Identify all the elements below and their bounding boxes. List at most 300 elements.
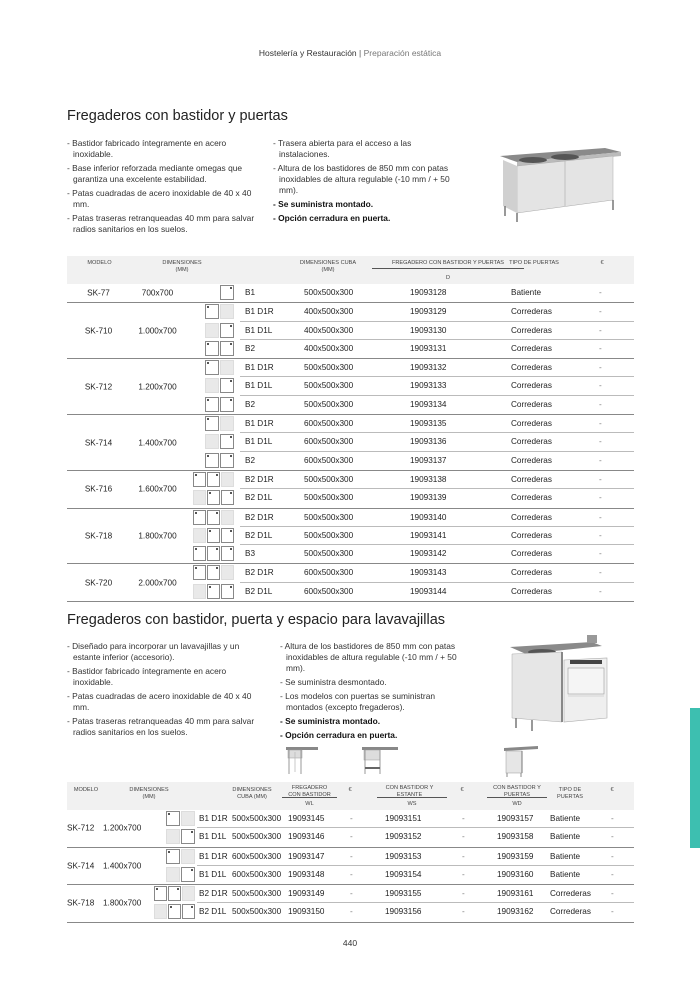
door-type: Correderas <box>511 399 552 409</box>
th-ws-line1: CON BASTIDOR Y <box>385 785 434 791</box>
config-code: B2 D1L <box>245 586 273 596</box>
bullet: - Bastidor fabricado íntegramente en acero inoxidable. <box>67 138 227 159</box>
config-code: B1 D1R <box>199 851 228 861</box>
basin-cell <box>220 378 234 393</box>
config-code: B2 D1L <box>245 530 273 540</box>
reference-number: 19093136 <box>410 437 447 447</box>
table-row <box>197 903 634 921</box>
th-cuba <box>297 260 359 273</box>
drainer-cell <box>166 829 180 844</box>
door-type: Correderas <box>550 889 591 899</box>
basin-cell <box>205 341 219 356</box>
tap-icon <box>230 436 232 438</box>
table-row <box>197 866 634 884</box>
price-wd: - <box>611 889 614 899</box>
model-cell: SK-720 <box>84 578 113 588</box>
th-tipo <box>550 787 590 800</box>
table-row <box>240 583 634 601</box>
model-cell: SK-712 <box>67 823 95 833</box>
sink-config-b1-icon <box>192 285 234 300</box>
sink-config-b1d1l-icon <box>153 867 195 882</box>
bullet: - Base inferior reforzada mediante omegas que garantiza una excelente estabilidad. <box>67 163 243 184</box>
tap-icon <box>230 530 232 532</box>
section2-title: Fregaderos con bastidor, puerta y espacio para lavavajillas <box>67 612 446 628</box>
table-row <box>197 885 634 903</box>
reference-number: 19093129 <box>410 307 447 317</box>
th-wl-code: WL <box>305 801 314 807</box>
price: - <box>599 530 602 540</box>
model-group <box>67 848 634 886</box>
basin-cell <box>205 416 219 431</box>
bullet: - Altura de los bastidores de 850 mm con patas inoxidables de altura regulable (-10 mm / + 50 mm). <box>273 163 450 195</box>
th-modelo: MODELO <box>73 787 99 793</box>
tap-icon <box>230 455 232 457</box>
basin-cell <box>168 904 181 919</box>
door-type: Correderas <box>550 907 591 917</box>
price-ws: - <box>462 814 465 823</box>
price: - <box>599 549 602 559</box>
section1-bullets-left <box>67 138 262 238</box>
table-row <box>197 828 634 846</box>
sink-config-b1d1l-icon <box>192 323 234 338</box>
price: - <box>599 568 602 578</box>
reference-number: 19093130 <box>410 325 447 335</box>
th-ws-code: WS <box>407 801 417 807</box>
basin-cell <box>205 304 219 319</box>
tap-icon <box>195 567 197 569</box>
dimensions-cell: 1.600x700 <box>138 484 177 494</box>
door-type: Correderas <box>511 419 552 429</box>
tap-icon <box>168 813 170 815</box>
model-group <box>67 284 634 303</box>
door-type: Correderas <box>511 343 552 353</box>
price: - <box>599 493 602 503</box>
basin-dimensions: 600x500x300 <box>304 568 354 578</box>
door-type: Correderas <box>511 381 552 391</box>
reference-number: 19093144 <box>410 586 447 596</box>
sink-config-b2d1l-icon <box>192 528 234 543</box>
basin-dimensions: 500x500x300 <box>232 907 282 917</box>
dimensions-cell: 700x700 <box>141 288 174 298</box>
header-underline <box>372 268 524 269</box>
drainer-cell <box>220 360 234 375</box>
price: - <box>599 586 602 596</box>
tap-icon <box>195 548 197 550</box>
price-ws: - <box>462 889 465 899</box>
reference-wd: 19093160 <box>497 869 534 879</box>
tap-icon <box>230 399 232 401</box>
table-row <box>197 810 634 828</box>
drainer-cell <box>205 434 219 449</box>
basin-dimensions: 400x500x300 <box>304 325 354 335</box>
sink-config-b2d1l-icon <box>192 584 234 599</box>
tap-icon <box>168 851 170 853</box>
th-dimensiones-unit: (MM) <box>142 793 156 800</box>
basin-dimensions: 600x500x300 <box>304 586 354 596</box>
table-body <box>67 284 634 602</box>
config-code: B2 D1L <box>199 907 227 917</box>
dimensions-cell: 1.200x700 <box>103 823 142 833</box>
price: - <box>599 455 602 465</box>
reference-ws: 19093151 <box>385 814 422 823</box>
table-row <box>240 322 634 340</box>
drainer-cell <box>193 528 206 543</box>
tap-icon <box>216 548 218 550</box>
basin-cell <box>166 811 180 826</box>
tap-icon <box>216 567 218 569</box>
sink-config-b2d1r-icon <box>192 565 234 580</box>
sink-dishwasher-space-photo <box>502 632 622 732</box>
config-code: B1 D1L <box>245 437 273 447</box>
tap-icon <box>230 492 232 494</box>
basin-cell <box>207 490 220 505</box>
th-ws-line2: ESTANTE <box>396 791 423 798</box>
drainer-cell <box>193 584 206 599</box>
sink-config-b2d1r-icon <box>192 472 234 487</box>
bullet: - Bastidor fabricado íntegramente en acero inoxidable. <box>67 666 227 687</box>
basin-cell <box>220 434 234 449</box>
table-row <box>240 564 634 582</box>
th-cuba-label: DIMENSIONES CUBA <box>299 260 357 266</box>
reference-wl: 19093146 <box>288 832 325 842</box>
price: - <box>599 343 602 353</box>
tap-icon <box>209 586 211 588</box>
price-wd: - <box>611 851 614 861</box>
basin-dimensions: 500x500x300 <box>232 832 282 842</box>
tap-icon <box>156 888 158 890</box>
drainer-cell <box>221 510 234 525</box>
reference-wd: 19093159 <box>497 851 534 861</box>
table-row <box>240 545 634 563</box>
header-underline <box>282 797 337 798</box>
drainer-cell <box>181 811 195 826</box>
th-dimensiones-unit: (MM) <box>175 266 189 273</box>
basin-cell <box>154 886 167 901</box>
sink-config-b2d1l-icon <box>153 904 195 919</box>
dimensions-cell: 1.800x700 <box>138 531 177 541</box>
door-type: Correderas <box>511 530 552 540</box>
basin-cell <box>193 565 206 580</box>
door-type: Correderas <box>511 307 552 317</box>
reference-number: 19093131 <box>410 343 447 353</box>
basin-cell <box>207 510 220 525</box>
price: - <box>599 512 602 522</box>
drainer-cell <box>220 416 234 431</box>
basin-cell <box>207 565 220 580</box>
model-group <box>67 415 634 471</box>
th-dimensiones-label: DIMENSIONES <box>129 787 169 793</box>
tap-icon <box>170 906 172 908</box>
basin-cell <box>205 397 219 412</box>
config-code: B1 D1R <box>245 419 274 429</box>
door-type: Batiente <box>550 814 581 823</box>
reference-wl: 19093148 <box>288 869 325 879</box>
th-fregadero: FREGADERO CON BASTIDOR Y PUERTAS <box>391 260 505 266</box>
header-subcategory: Preparación estática <box>363 48 442 58</box>
tap-icon <box>207 455 209 457</box>
tap-icon <box>230 287 232 289</box>
table-row <box>240 359 634 377</box>
sink-frame-shelf-photo <box>360 744 400 776</box>
basin-cell <box>207 472 220 487</box>
basin-cell <box>207 528 220 543</box>
basin-cell <box>221 584 234 599</box>
tap-icon <box>195 512 197 514</box>
door-type: Batiente <box>550 832 581 842</box>
basin-dimensions: 500x500x300 <box>304 474 354 484</box>
sink-frame-only-photo <box>284 744 320 776</box>
model-cell: SK-718 <box>84 531 113 541</box>
bullet-bold: - Se suministra montado. <box>273 199 374 209</box>
sink-config-b1d1r-icon <box>153 849 195 864</box>
sink-config-b3-icon <box>192 546 234 561</box>
model-group <box>67 471 634 509</box>
reference-number: 19093133 <box>410 381 447 391</box>
th-dimensiones-label: DIMENSIONES <box>162 260 202 266</box>
tap-icon <box>216 474 218 476</box>
table-row <box>240 489 634 507</box>
config-code: B2 D1L <box>245 493 273 503</box>
bullet: - Diseñado para incorporar un lavavajillas y un estante inferior (accesorio). <box>67 641 240 662</box>
tap-icon <box>209 492 211 494</box>
price-ws: - <box>462 851 465 861</box>
th-modelo: MODELO <box>87 260 112 266</box>
drainer-cell <box>182 886 195 901</box>
tap-icon <box>216 512 218 514</box>
sink-config-b1d1l-icon <box>192 434 234 449</box>
reference-wd: 19093162 <box>497 907 534 917</box>
config-code: B1 D1R <box>199 814 228 823</box>
reference-wd: 19093157 <box>497 814 534 823</box>
basin-cell <box>193 510 206 525</box>
sink-frame-door-photo <box>500 744 540 778</box>
bullet: - Altura de los bastidores de 850 mm con patas inoxidables de altura regulable (-10 mm / + 50 mm). <box>280 641 457 673</box>
table-header <box>67 256 634 284</box>
th-tipo: TIPO DE PUERTAS <box>509 260 559 266</box>
drainer-cell <box>181 849 195 864</box>
bullet: - Patas traseras retranqueadas 40 mm para salvar radios sanitarios en los suelos. <box>67 716 255 737</box>
basin-cell <box>221 528 234 543</box>
basin-cell <box>220 397 234 412</box>
door-type: Correderas <box>511 512 552 522</box>
reference-number: 19093140 <box>410 512 447 522</box>
basin-cell <box>221 490 234 505</box>
table-row <box>240 303 634 321</box>
th-cuba-label: DIMENSIONES <box>232 787 272 793</box>
page-header <box>0 48 700 58</box>
sink-config-b2-icon <box>192 397 234 412</box>
tap-icon <box>177 888 179 890</box>
model-cell: SK-710 <box>84 326 113 336</box>
bullet: - Los modelos con puertas se suministran montados (excepto fregaderos). <box>280 691 436 712</box>
price-wl: - <box>350 907 353 917</box>
bullet: - Patas cuadradas de acero inoxidable de 40 x 40 mm. <box>67 691 252 712</box>
sink-config-b1d1l-icon <box>153 829 195 844</box>
reference-ws: 19093154 <box>385 869 422 879</box>
config-code: B2 D1R <box>245 474 274 484</box>
door-type: Batiente <box>511 288 542 297</box>
table-row <box>240 284 634 302</box>
basin-dimensions: 600x500x300 <box>232 869 282 879</box>
basin-dimensions: 500x500x300 <box>232 889 282 899</box>
basin-dimensions: 600x500x300 <box>304 455 354 465</box>
basin-dimensions: 500x500x300 <box>304 530 354 540</box>
basin-dimensions: 500x500x300 <box>304 288 354 297</box>
reference-number: 19093143 <box>410 568 447 578</box>
reference-wl: 19093147 <box>288 851 325 861</box>
basin-dimensions: 400x500x300 <box>304 307 354 317</box>
drainer-cell <box>154 904 167 919</box>
table-header <box>67 782 634 810</box>
door-type: Correderas <box>511 493 552 503</box>
bullet: - Patas traseras retranqueadas 40 mm para salvar radios sanitarios en los suelos. <box>67 213 255 234</box>
dimensions-cell: 2.000x700 <box>138 578 177 588</box>
sink-config-b1d1l-icon <box>192 378 234 393</box>
sink-config-b1d1r-icon <box>192 360 234 375</box>
basin-cell <box>166 849 180 864</box>
model-group <box>67 810 634 848</box>
price-wl: - <box>350 814 353 823</box>
drainer-cell <box>221 472 234 487</box>
header-underline <box>487 797 547 798</box>
basin-dimensions: 600x500x300 <box>232 851 282 861</box>
basin-cell <box>220 453 234 468</box>
table-row <box>240 340 634 358</box>
tap-icon <box>207 343 209 345</box>
basin-dimensions: 500x500x300 <box>304 381 354 391</box>
basin-cell <box>182 904 195 919</box>
config-code: B2 D1R <box>245 512 274 522</box>
dimensions-cell: 1.800x700 <box>103 898 142 908</box>
model-group <box>67 564 634 602</box>
bullet: - Trasera abierta para el acceso a las instalaciones. <box>273 138 412 159</box>
th-tipo-line1: TIPO DE <box>558 787 582 793</box>
section2-bullets-right <box>280 641 470 744</box>
th-tipo-line2: PUERTAS <box>557 793 583 800</box>
reference-wl: 19093145 <box>288 814 325 823</box>
model-cell: SK-718 <box>67 898 95 908</box>
config-code: B2 <box>245 455 256 465</box>
door-type: Batiente <box>550 851 581 861</box>
door-type: Correderas <box>511 325 552 335</box>
drainer-cell <box>205 378 219 393</box>
drainer-cell <box>220 304 234 319</box>
price: - <box>599 419 602 429</box>
dimensions-cell: 1.400x700 <box>138 438 177 448</box>
price-wd: - <box>611 869 614 879</box>
table-fregaderos-bastidor-puertas <box>67 256 634 602</box>
price-wl: - <box>350 889 353 899</box>
th-wl-line1: FREGADERO <box>291 785 328 791</box>
config-code: B1 D1L <box>199 869 227 879</box>
reference-ws: 19093153 <box>385 851 422 861</box>
price: - <box>599 307 602 317</box>
basin-cell <box>168 886 181 901</box>
section1-bullets-right <box>273 138 463 227</box>
sink-config-b2d1r-icon <box>153 886 195 901</box>
model-cell: SK-714 <box>67 861 95 871</box>
bullet: - Se suministra desmontado. <box>280 677 387 687</box>
reference-ws: 19093156 <box>385 907 422 917</box>
tap-icon <box>207 306 209 308</box>
reference-number: 19093128 <box>410 288 447 297</box>
drainer-cell <box>205 323 219 338</box>
reference-wd: 19093158 <box>497 832 534 842</box>
drainer-cell <box>166 867 180 882</box>
basin-dimensions: 600x500x300 <box>304 437 354 447</box>
model-cell: SK-714 <box>84 438 113 448</box>
price-ws: - <box>462 832 465 842</box>
door-type: Batiente <box>550 869 581 879</box>
reference-number: 19093139 <box>410 493 447 503</box>
sink-config-b2-icon <box>192 341 234 356</box>
basin-dimensions: 600x500x300 <box>304 419 354 429</box>
price: - <box>599 437 602 447</box>
tap-icon <box>230 343 232 345</box>
basin-cell <box>193 546 206 561</box>
reference-number: 19093137 <box>410 455 447 465</box>
config-code: B1 D1L <box>245 381 273 391</box>
model-cell: SK-712 <box>84 382 113 392</box>
table-row <box>240 433 634 451</box>
th-price-wl: € <box>348 787 352 793</box>
door-type: Correderas <box>511 568 552 578</box>
config-code: B2 <box>245 399 256 409</box>
th-wd-line2: PUERTAS <box>504 791 530 798</box>
bullet-bold: - Opción cerradura en puerta. <box>273 213 391 223</box>
basin-dimensions: 500x500x300 <box>304 549 354 559</box>
price: - <box>599 325 602 335</box>
basin-cell <box>181 867 195 882</box>
config-code: B1 <box>245 288 256 297</box>
config-code: B1 D1R <box>245 363 274 373</box>
basin-cell <box>205 453 219 468</box>
price: - <box>599 399 602 409</box>
dimensions-cell: 1.400x700 <box>103 861 142 871</box>
price-wl: - <box>350 832 353 842</box>
tap-icon <box>191 906 193 908</box>
price-wl: - <box>350 851 353 861</box>
sink-config-b2d1l-icon <box>192 490 234 505</box>
bullet: - Patas cuadradas de acero inoxidable de 40 x 40 mm. <box>67 188 252 209</box>
basin-dimensions: 500x500x300 <box>304 512 354 522</box>
drainer-cell <box>193 490 206 505</box>
th-wl-line2: CON BASTIDOR <box>288 791 331 798</box>
basin-cell <box>221 546 234 561</box>
door-type: Correderas <box>511 586 552 596</box>
tap-icon <box>230 325 232 327</box>
header-separator: | <box>359 48 362 58</box>
reference-wl: 19093150 <box>288 907 325 917</box>
reference-number: 19093141 <box>410 530 447 540</box>
reference-ws: 19093155 <box>385 889 422 899</box>
basin-cell <box>220 341 234 356</box>
config-code: B1 D1L <box>245 325 273 335</box>
th-price: € <box>600 260 604 266</box>
door-type: Correderas <box>511 474 552 484</box>
table-row <box>240 377 634 395</box>
basin-dimensions: 500x500x300 <box>232 814 282 823</box>
sink-config-b2-icon <box>192 453 234 468</box>
basin-cell <box>220 285 234 300</box>
config-code: B2 D1R <box>245 568 274 578</box>
price-wd: - <box>611 907 614 917</box>
model-cell: SK-716 <box>84 484 113 494</box>
basin-dimensions: 500x500x300 <box>304 363 354 373</box>
table-row <box>240 452 634 470</box>
price: - <box>599 363 602 373</box>
th-cuba-unit: CUBA (MM) <box>237 793 267 800</box>
